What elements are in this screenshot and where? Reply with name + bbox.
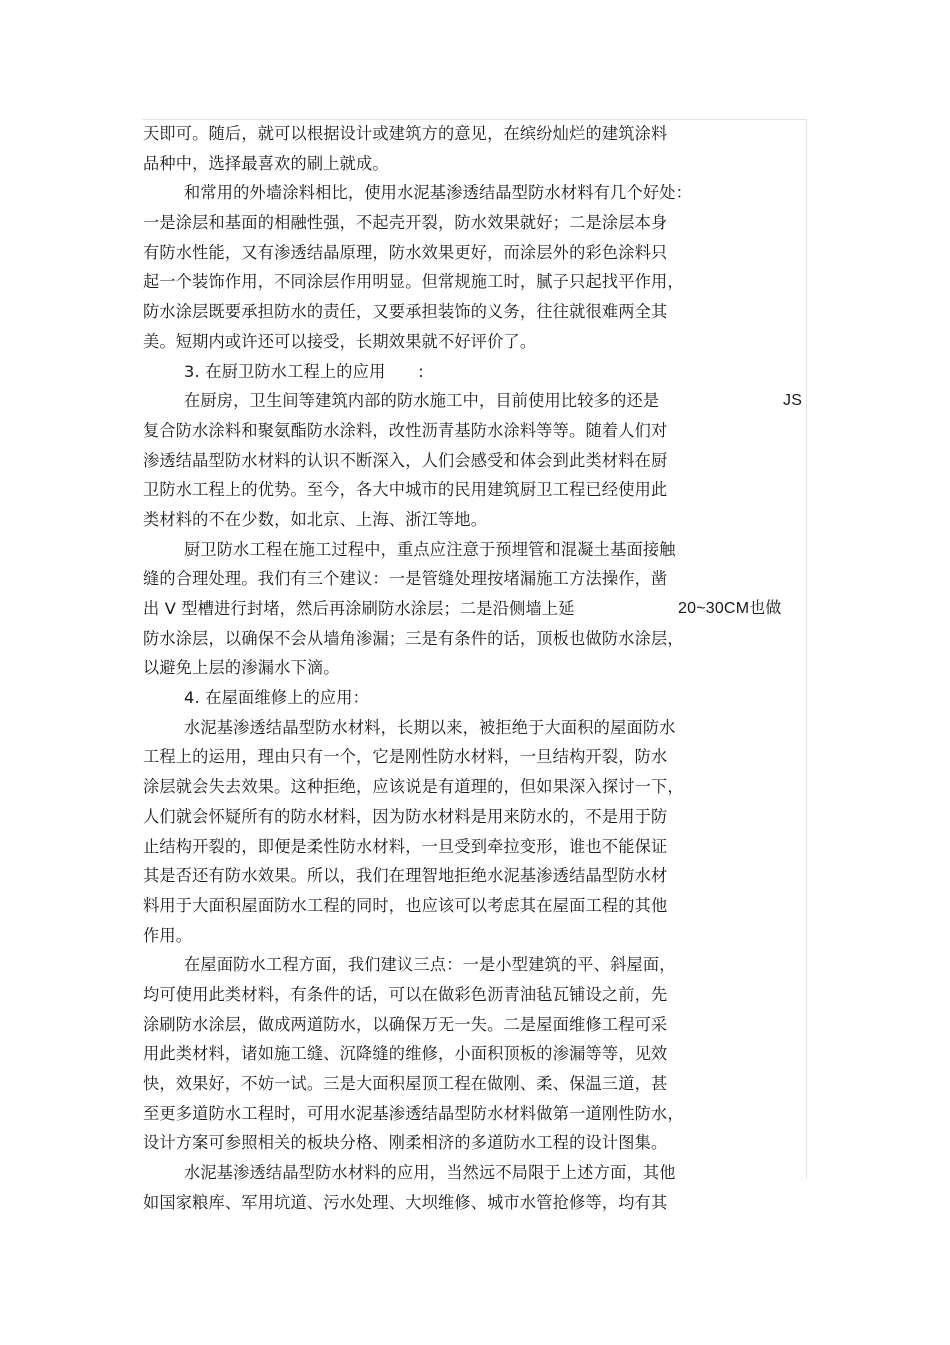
line-text: 3. 在厨卫防水工程上的应用 : [184,361,424,381]
line-text: 防水涂层，以确保不会从墙角渗漏；三是有条件的话，顶板也做防水涂层， [143,628,684,648]
line-text: 起一个装饰作用，不同涂层作用明显。但常规施工时，腻子只起找平作用， [143,272,684,292]
line-text: 防水涂层既要承担防水的责任，又要承担装饰的义务，往往就很难两全其 [143,302,668,322]
line-text: 水泥基渗透结晶型防水材料的应用，当然远不局限于上述方面，其他 [184,1163,676,1183]
line-text: 在屋面防水工程方面，我们建议三点：一是小型建筑的平、斜屋面， [184,955,676,975]
text-line [143,653,813,683]
text-line [143,1039,813,1069]
line-text: 水泥基渗透结晶型防水材料，长期以来，被拒绝于大面积的屋面防水 [184,717,676,737]
text-line [143,980,813,1010]
text-line [143,683,813,713]
text-line [143,1069,813,1099]
text-line [143,624,813,654]
line-text: 作用。 [143,925,193,945]
line-text: 有防水性能，又有渗透结晶原理，防水效果更好，而涂层外的彩色涂料只 [143,242,668,262]
line-text: 天即可。随后，就可以根据设计或建筑方的意见，在缤纷灿烂的建筑涂料 [143,124,668,143]
text-line [143,772,813,802]
text-line [143,1158,813,1188]
text-line [143,1010,813,1040]
line-text: 和常用的外墙涂料相比，使用水泥基渗透结晶型防水材料有几个好处： [184,183,693,203]
text-line [143,119,813,149]
line-text: 在厨房，卫生间等建筑内部的防水施工中，目前使用比较多的还是 [184,391,660,411]
line-text: 4. 在屋面维修上的应用： [184,688,370,708]
text-line [143,267,813,297]
line-text: 一是涂层和基面的相融性强，不起壳开裂，防水效果就好；二是涂层本身 [143,213,668,233]
text-line [143,416,813,446]
line-text: 工程上的运用，理由只有一个，它是刚性防水材料，一旦结构开裂，防水 [143,747,668,767]
text-line [143,1128,813,1158]
text-line [143,802,813,832]
line-text: 用此类材料，诸如施工缝、沉降缝的维修，小面积顶板的渗漏等等，见效 [143,1044,668,1064]
text-line [143,861,813,891]
text-line [143,921,813,951]
text-line [143,564,813,594]
text-line [143,594,813,624]
line-text: 人们就会怀疑所有的防水材料，因为防水材料是用来防水的，不是用于防 [143,806,668,826]
line-text: 如国家粮库、军用坑道、污水处理、大坝维修、城市水管抢修等，均有其 [143,1192,668,1212]
text-line [143,386,813,416]
text-line [143,505,813,535]
line-text: 料用于大面积屋面防水工程的同时，也应该可以考虑其在屋面工程的其他 [143,895,668,915]
line-text: 缝的合理处理。我们有三个建议：一是管缝处理按堵漏施工方法操作，凿 [143,569,668,589]
text-line [143,1188,813,1218]
line-text: 类材料的不在少数，如北京、上海、浙江等地。 [143,509,488,529]
text-line [143,535,813,565]
text-line [143,297,813,327]
text-line [143,357,813,387]
document-body [143,119,813,1212]
line-text: 复合防水涂料和聚氨酯防水涂料，改性沥青基防水涂料等等。随着人们对 [143,420,668,440]
line-text: 品种中，选择最喜欢的刷上就成。 [143,153,389,173]
line-right-fragment: 20~30CM也做 [678,600,782,617]
line-text: 美。短期内或许还可以接受，长期效果就不好评价了。 [143,331,537,351]
line-text: 其是否还有防水效果。所以，我们在理智地拒绝水泥基渗透结晶型防水材 [143,866,668,886]
text-line [143,832,813,862]
line-text: 以避免上层的渗漏水下滴。 [143,658,340,678]
line-right-fragment: JS [783,392,803,410]
line-text: 涂层就会失去效果。这种拒绝，应该说是有道理的，但如果深入探讨一下， [143,777,684,797]
text-line [143,475,813,505]
line-text: 出 V 型槽进行封堵，然后再涂刷防水涂层；二是沿侧墙上延 [143,599,575,618]
text-line [143,238,813,268]
text-line [143,149,813,179]
line-text: 止结构开裂的，即便是柔性防水材料，一旦受到牵拉变形，谁也不能保证 [143,836,668,856]
line-text: 快，效果好，不妨一试。三是大面积屋顶工程在做刚、柔、保温三道，甚 [143,1074,668,1093]
text-line [143,208,813,238]
line-text: 卫防水工程上的优势。至今，各大中城市的民用建筑厨卫工程已经使用此 [143,480,668,500]
text-line [143,1099,813,1129]
line-text: 渗透结晶型防水材料的认识不断深入，人们会感受和体会到此类材料在厨 [143,450,668,470]
text-line [143,178,813,208]
text-line [143,742,813,772]
line-text: 均可使用此类材料，有条件的话，可以在做彩色沥青油毡瓦铺设之前，先 [143,984,668,1004]
line-text: 设计方案可参照相关的板块分格、刚柔相济的多道防水工程的设计图集。 [143,1133,668,1153]
line-text: 厨卫防水工程在施工过程中，重点应注意于预埋管和混凝土基面接触 [184,539,676,559]
text-line [143,891,813,921]
line-text: 至更多道防水工程时，可用水泥基渗透结晶型防水材料做第一道刚性防水， [143,1103,684,1123]
text-line [143,713,813,743]
text-line [143,950,813,980]
text-line [143,446,813,476]
text-line [143,327,813,357]
line-text: 涂刷防水涂层，做成两道防水，以确保万无一失。二是屋面维修工程可采 [143,1014,668,1034]
